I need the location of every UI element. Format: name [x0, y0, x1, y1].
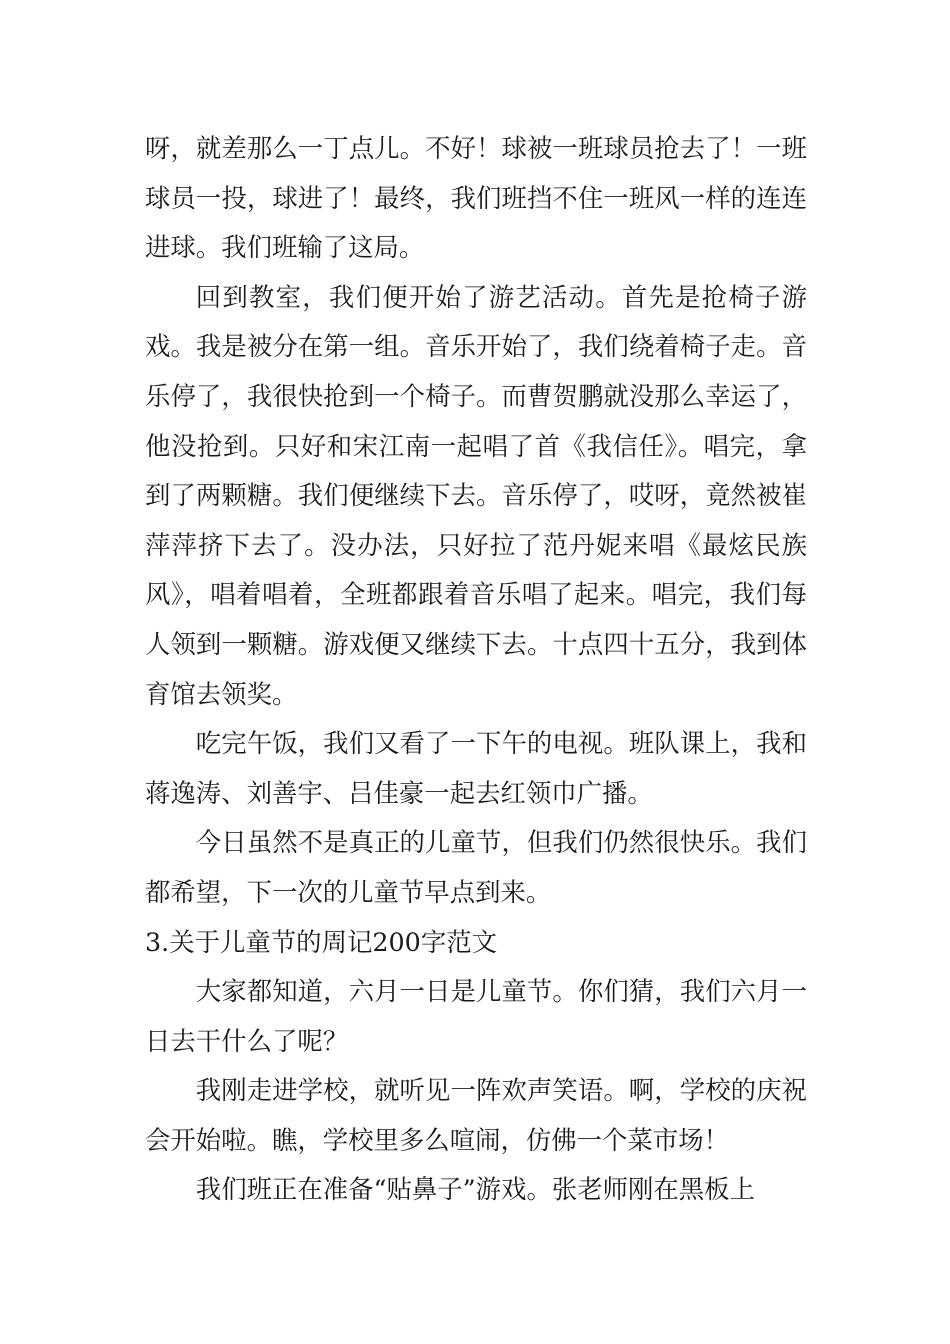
paragraph-2: 回到教室，我们便开始了游艺活动。首先是抢椅子游戏。我是被分在第一组。音乐开始了，我们绕着椅子走。音乐停了，我很快抢到一个椅子。而曹贺鹏就没那么幸运了，他没抢到。只好和宋江南一起唱了首《我信任》。唱完，拿到了两颗糖。我们便继续下去。音乐停了，哎呀，竟然被崔萍萍挤下去了。没办法，只好拉了范丹妮来唱《最炫民族风》，唱着唱着，全班都跟着音乐唱了起来。唱完，我们每人领到一颗糖。游戏便又继续下去。十点四十五分，我到体育馆去领奖。 — [145, 281, 807, 709]
paragraph-5: 大家都知道，六月一日是儿童节。你们猜，我们六月一日去干什么了呢？ — [145, 976, 807, 1056]
paragraph-3: 吃完午饭，我们又看了一下午的电视。班队课上，我和蒋逸涛、刘善宇、吕佳豪一起去红领巾广播。 — [145, 728, 807, 808]
paragraph-6: 我刚走进学校，就听见一阵欢声笑语。啊，学校的庆祝会开始啦。瞧，学校里多么喧闹，仿佛一个菜市场！ — [145, 1075, 807, 1155]
section-heading: 3.关于儿童节的周记200字范文 — [145, 926, 497, 957]
paragraph-1: 呀，就差那么一丁点儿。不好！球被一班球员抢去了！一班球员一投，球进了！最终，我们班挡不住一班风一样的连连进球。我们班输了这局。 — [145, 133, 807, 263]
paragraph-4: 今日虽然不是真正的儿童节，但我们仍然很快乐。我们都希望，下一次的儿童节早点到来。 — [145, 827, 807, 907]
document-body — [145, 124, 807, 1215]
paragraph-7: 我们班正在准备“贴鼻子”游戏。张老师刚在黑板上 — [195, 1174, 755, 1205]
